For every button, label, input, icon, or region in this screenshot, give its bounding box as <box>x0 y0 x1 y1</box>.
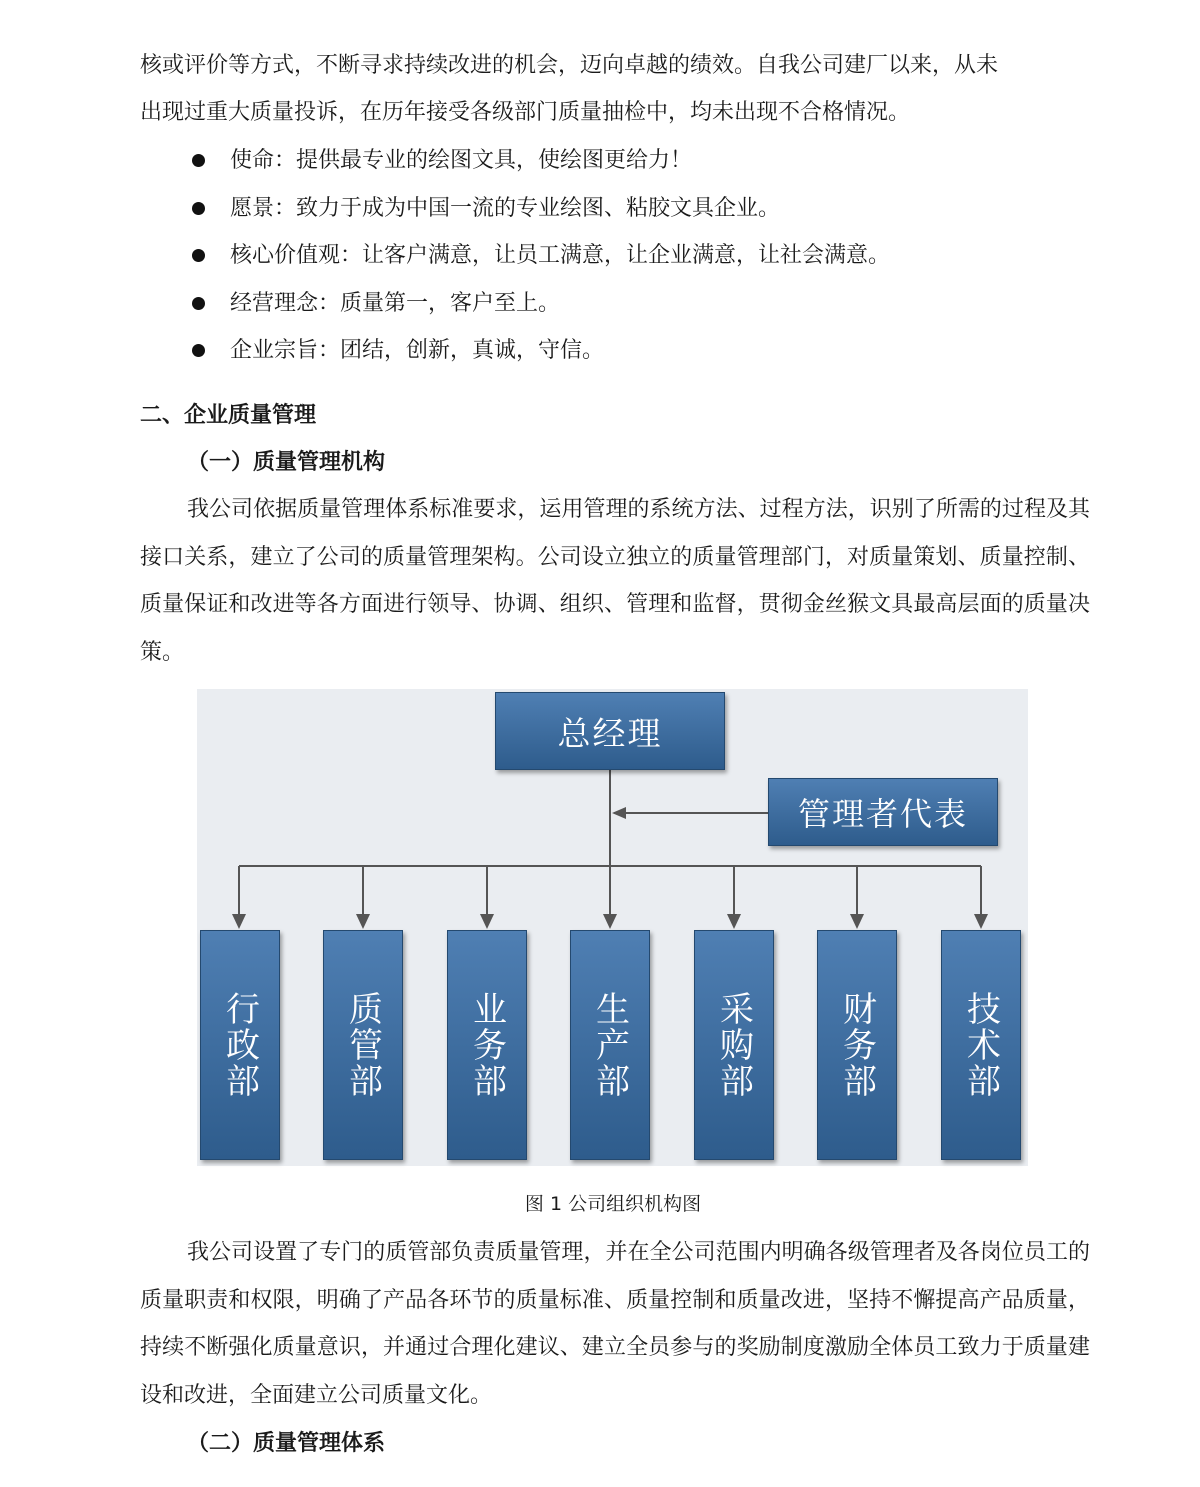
rep-arrow-icon <box>612 807 626 819</box>
org-box-department: 业务部 <box>447 930 527 1160</box>
list-item-text: 核心价值观：让客户满意，让员工满意，让企业满意，让社会满意。 <box>230 243 891 268</box>
section-title: 二、企业质量管理 <box>140 403 317 428</box>
list-item-text: 企业宗旨：团结，创新，真诚，守信。 <box>230 338 605 363</box>
subsection-paragraph-1: 我公司依据质量管理体系标准要求，运用管理的系统方法、过程方法，识别了所需的过程及其接口关系，建立了公司的质量管理架构。公司设立独立的质量管理部门，对质量策划、质量控制、质量保证和改进等各方面进行领导、协调、组织、管理和监督，贯彻金丝猴文具最高层面的质量决策。 <box>140 497 1090 665</box>
paragraph-2: 我公司设置了专门的质管部负责质量管理，并在全公司范围内明确各级管理者及各岗位员工的质量职责和权限，明确了产品各环节的质量标准、质量控制和质量改进，坚持不懈提高产品质量，持续不断强化质量意识，并通过合理化建议、建立全员参与的奖励制度激励全体员工致力于质量建设和改进，全面建立公司质量文化。 <box>140 1240 1090 1408</box>
subsection-title-2: （二）质量管理体系 <box>187 1431 386 1456</box>
dept-arrow-icon <box>356 914 370 929</box>
intro-line-2: 出现过重大质量投诉，在历年接受各级部门质量抽检中，均未出现不合格情况。 <box>140 100 911 125</box>
dept-arrow-icon <box>727 914 741 929</box>
subsection-title-1: （一）质量管理机构 <box>187 450 386 475</box>
org-box-department: 质管部 <box>323 930 403 1160</box>
org-box-department: 生产部 <box>570 930 650 1160</box>
list-item-text: 经营理念：质量第一，客户至上。 <box>230 290 561 316</box>
dept-arrow-icon <box>603 914 617 929</box>
dept-arrow-icon <box>974 914 988 929</box>
org-box-department: 行政部 <box>200 930 280 1160</box>
list-item-text: 愿景：致力于成为中国一流的专业绘图、粘胶文具企业。 <box>230 195 781 221</box>
figure-caption: 图 1 公司组织机构图 <box>524 1193 702 1215</box>
org-box-general-manager: 总经理 <box>495 692 725 770</box>
org-box-department: 技术部 <box>941 930 1021 1160</box>
dept-arrow-icon <box>480 914 494 929</box>
org-box-department: 财务部 <box>817 930 897 1160</box>
list-item-text: 使命：提供最专业的绘图文具，使绘图更给力！ <box>230 148 693 173</box>
intro-line-1: 核或评价等方式，不断寻求持续改进的机会，迈向卓越的绩效。自我公司建厂以来，从未 <box>140 53 999 78</box>
dept-arrow-icon <box>850 914 864 929</box>
org-box-management-representative: 管理者代表 <box>768 778 998 846</box>
org-box-department: 采购部 <box>694 930 774 1160</box>
dept-arrow-icon <box>232 914 246 929</box>
